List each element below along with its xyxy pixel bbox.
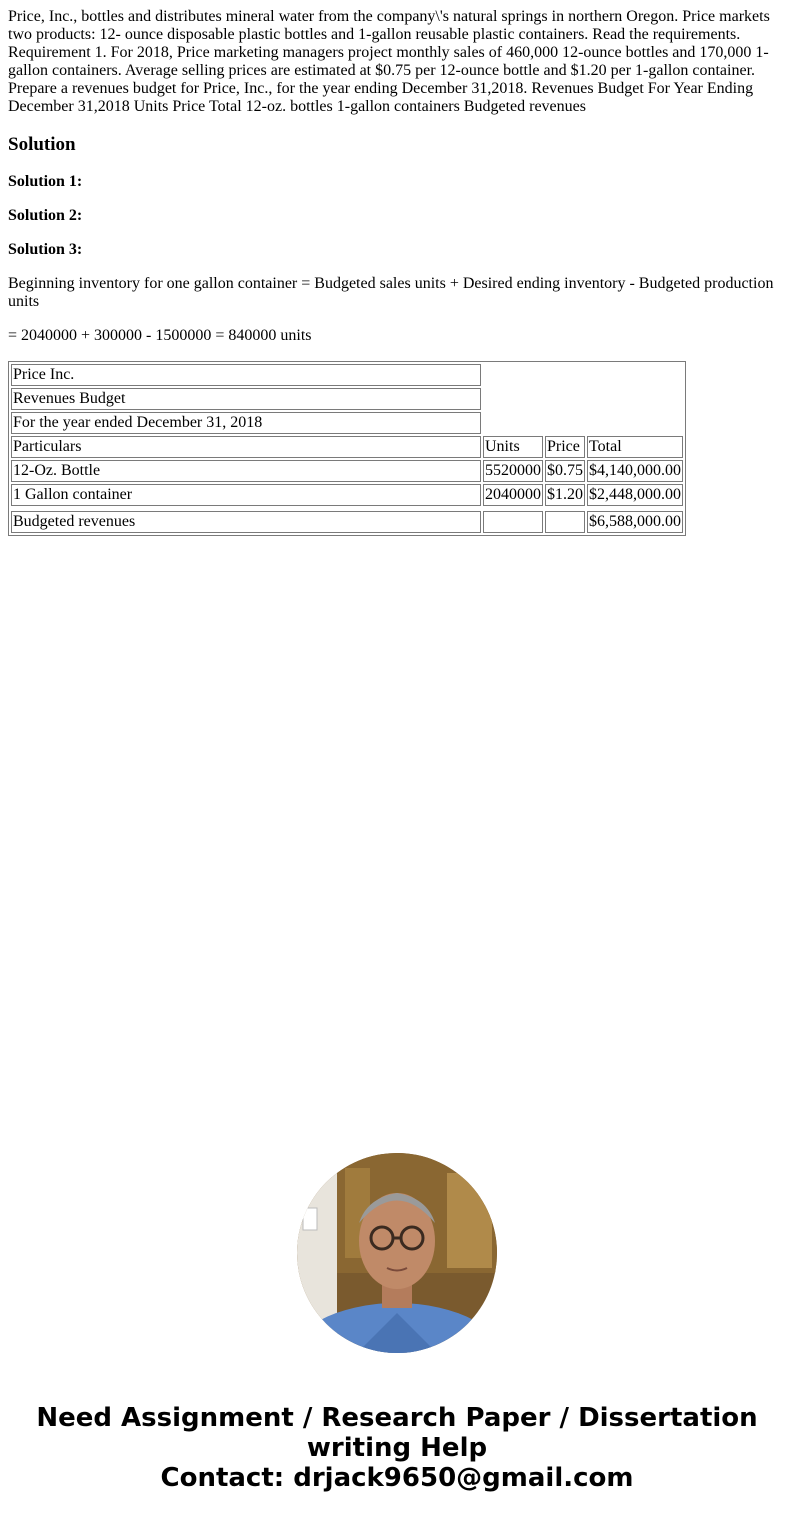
row-price: $1.20: [545, 484, 585, 506]
table-spacer-row: [11, 508, 683, 509]
row-total: $2,448,000.00: [587, 484, 683, 506]
row-units: 5520000: [483, 460, 543, 482]
row-price: $0.75: [545, 460, 585, 482]
row-particulars: 1 Gallon container: [11, 484, 481, 506]
table-header-row: [11, 436, 683, 458]
total-amount: $6,588,000.00: [587, 511, 683, 533]
total-units: [483, 511, 543, 533]
total-price: [545, 511, 585, 533]
solution-1-label: Solution 1:: [8, 173, 83, 190]
header-particulars: Particulars: [11, 436, 481, 458]
row-particulars: 12-Oz. Bottle: [11, 460, 481, 482]
question-text: Price, Inc., bottles and distributes mineral water from the company\'s natural springs in northern Oregon. Price markets two products: 12- ounce disposable plastic bottles and 1-gallon reusable plastic containers. Read the requirements. Requirement 1. For 2018, Price marketing managers project monthly sales of 460,000 12-ounce bottles and 170,000 1-gallon containers. Average selling prices are estimated at $0.75 per 12-ounce bottle and $1.20 per 1-gallon container. Prepare a revenues budget for Price, Inc., for the year ending December 31,2018. Revenues Budget For Year Ending December 31,2018 Units Price Total 12-oz. bottles 1-gallon containers Budgeted revenues: [8, 8, 770, 115]
banner-line-2: writing Help: [306, 1433, 488, 1463]
avatar: [297, 1153, 497, 1353]
table-title-row: [11, 412, 683, 434]
contact-banner: [0, 1403, 794, 1493]
table-title-row: [11, 388, 683, 410]
row-total: $4,140,000.00: [587, 460, 683, 482]
header-units: Units: [483, 436, 543, 458]
company-name-cell: Price Inc.: [11, 364, 481, 386]
solution-2-label: Solution 2:: [8, 207, 83, 224]
table-title-row: [11, 364, 683, 386]
banner-line-3: Contact: drjack9650@gmail.com: [160, 1463, 634, 1493]
header-total: Total: [587, 436, 683, 458]
page-content: [0, 0, 794, 536]
revenues-budget-table: [8, 361, 686, 536]
total-particulars: Budgeted revenues: [11, 511, 481, 533]
row-units: 2040000: [483, 484, 543, 506]
solution-3-label: Solution 3:: [8, 241, 83, 258]
beginning-inventory-formula: Beginning inventory for one gallon container = Budgeted sales units + Desired ending inventory - Budgeted production units: [8, 275, 774, 310]
table-total-row: [11, 511, 683, 533]
period-cell: For the year ended December 31, 2018: [11, 412, 481, 434]
beginning-inventory-calc: = 2040000 + 300000 - 1500000 = 840000 units: [8, 327, 312, 344]
banner-line-1: Need Assignment / Research Paper / Dissertation: [36, 1403, 758, 1433]
spacer-cell: [11, 508, 683, 509]
avatar-portrait: [297, 1153, 497, 1353]
header-price: Price: [545, 436, 585, 458]
solution-heading: Solution: [8, 134, 76, 155]
table-row: [11, 460, 683, 482]
table-row: [11, 484, 683, 506]
budget-name-cell: Revenues Budget: [11, 388, 481, 410]
